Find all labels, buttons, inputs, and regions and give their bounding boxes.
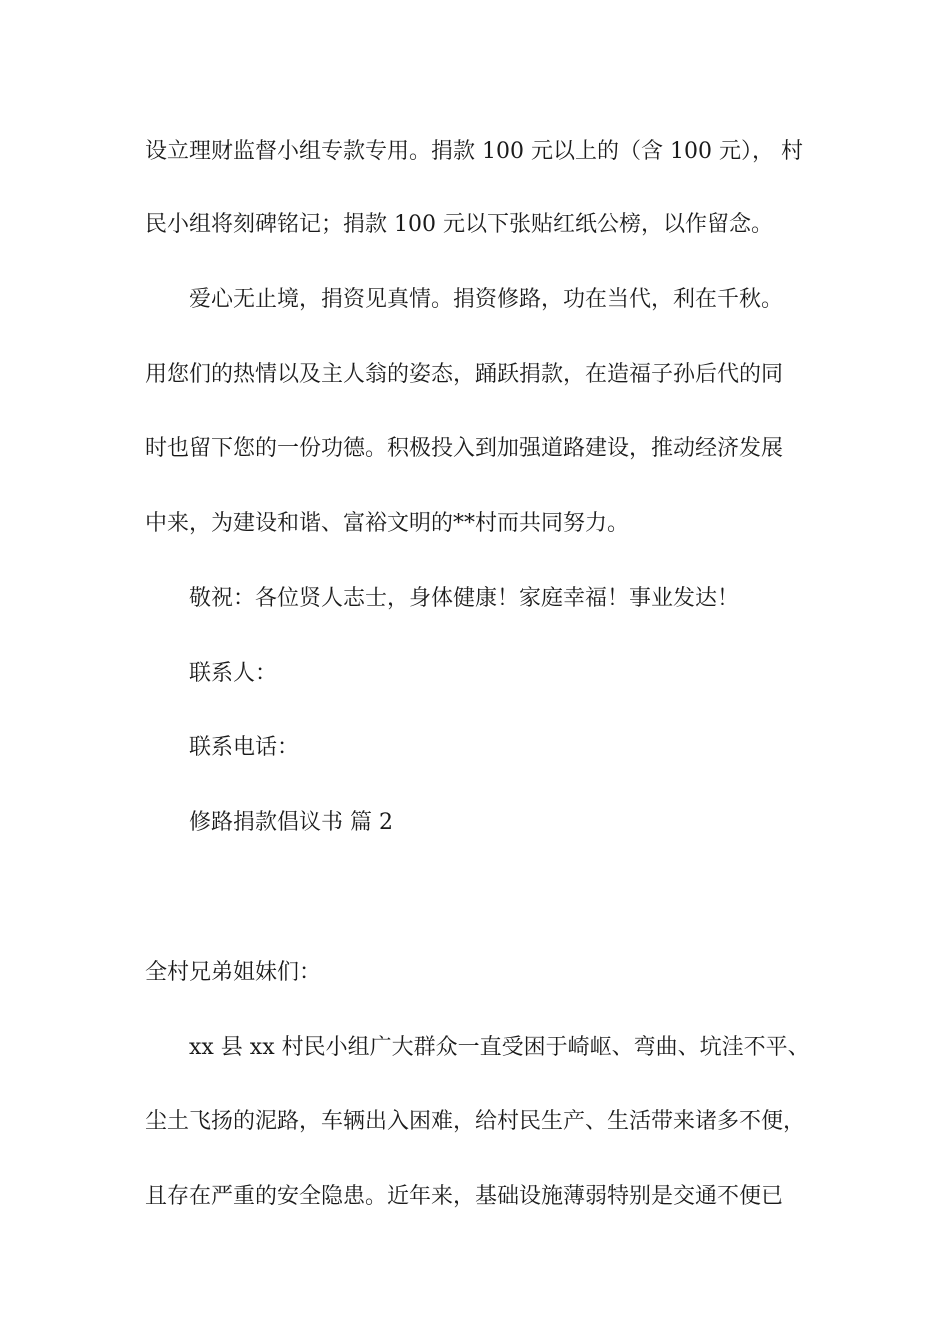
salutation: 全村兄弟姐妹们： [145,960,322,985]
body-text-line: xx 县 xx 村民小组广大群众一直受困于崎岖、弯曲、坑洼不平、 [189,1035,810,1060]
section-heading: 修路捐款倡议书 篇 2 [189,810,393,835]
body-text-line: 民小组将刻碑铭记；捐款 100 元以下张贴红纸公榜，以作留念。 [145,212,773,237]
body-text-line: 爱心无止境，捐资见真情。捐资修路，功在当代，利在千秋。 [189,287,784,312]
contact-phone-label: 联系电话： [189,735,300,760]
greeting-line: 敬祝：各位贤人志士，身体健康！家庭幸福！事业发达！ [189,586,740,611]
body-text-line: 尘土飞扬的泥路，车辆出入困难，给村民生产、生活带来诸多不便， [145,1109,806,1134]
body-text-line: 且存在严重的安全隐患。近年来，基础设施薄弱特别是交通不便已 [145,1184,784,1209]
body-text-line: 中来，为建设和谐、富裕文明的**村而共同努力。 [145,511,630,536]
body-text-line: 设立理财监督小组专款专用。捐款 100 元以上的（含 100 元）， 村 [145,139,803,164]
contact-person-label: 联系人： [189,661,278,686]
body-text-line: 用您们的热情以及主人翁的姿态，踊跃捐款，在造福子孙后代的同 [145,362,784,387]
body-text-line: 时也留下您的一份功德。积极投入到加强道路建设，推动经济发展 [145,436,784,461]
